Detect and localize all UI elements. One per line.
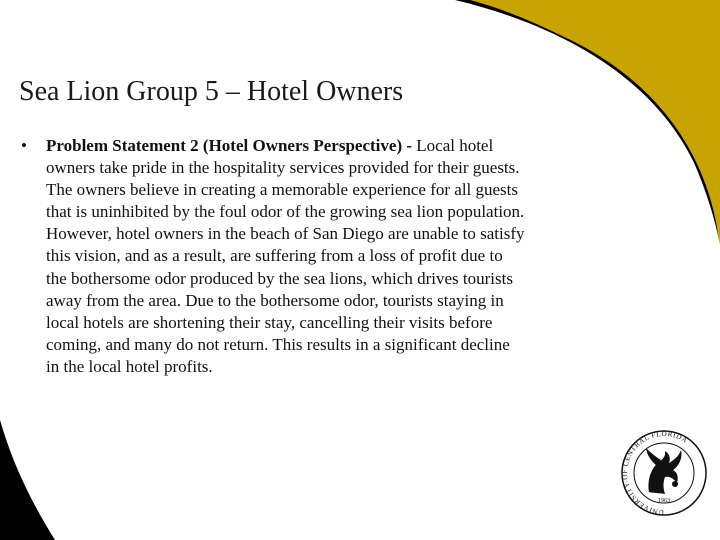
bullet-line-1-rest: Local hotel: [412, 136, 494, 155]
bullet-line: this vision, and as a result, are suffering from a loss of profit due to: [46, 246, 503, 266]
bullet-line: The owners believe in creating a memorable experience for all guests: [46, 180, 519, 200]
bullet-heading: Problem Statement 2 (Hotel Owners Perspective) -: [46, 136, 413, 155]
bullet-line: owners take pride in the hospitality services provided for their guests.: [46, 158, 520, 178]
slide-title: Sea Lion Group 5 – Hotel Owners: [19, 76, 404, 107]
ucf-seal-logo: [619, 420, 709, 526]
bullet-line-1: [46, 135, 616, 157]
bullet-marker: •: [21, 136, 27, 155]
bullet-line: However, hotel owners in the beach of San Diego are unable to satisfy: [46, 224, 525, 244]
seal-text: UNIVERSITY OF CENTRAL FLORIDA: [620, 429, 690, 517]
bullet-line: coming, and many do not return. This results in a significant decline: [46, 334, 510, 354]
bullet-line: local hotels are shortening their stay, cancelling their visits before: [46, 312, 493, 332]
bullet-line: away from the area. Due to the bothersome odor, tourists staying in: [46, 290, 504, 310]
bullet-line: the bothersome odor produced by the sea lions, which drives tourists: [46, 268, 513, 288]
bullet-text: [46, 135, 616, 378]
seal-year: 1963: [658, 498, 670, 504]
bullet-line: that is uninhibited by the foul odor of the growing sea lion population.: [46, 202, 525, 222]
bullet-line: in the local hotel profits.: [46, 356, 213, 376]
